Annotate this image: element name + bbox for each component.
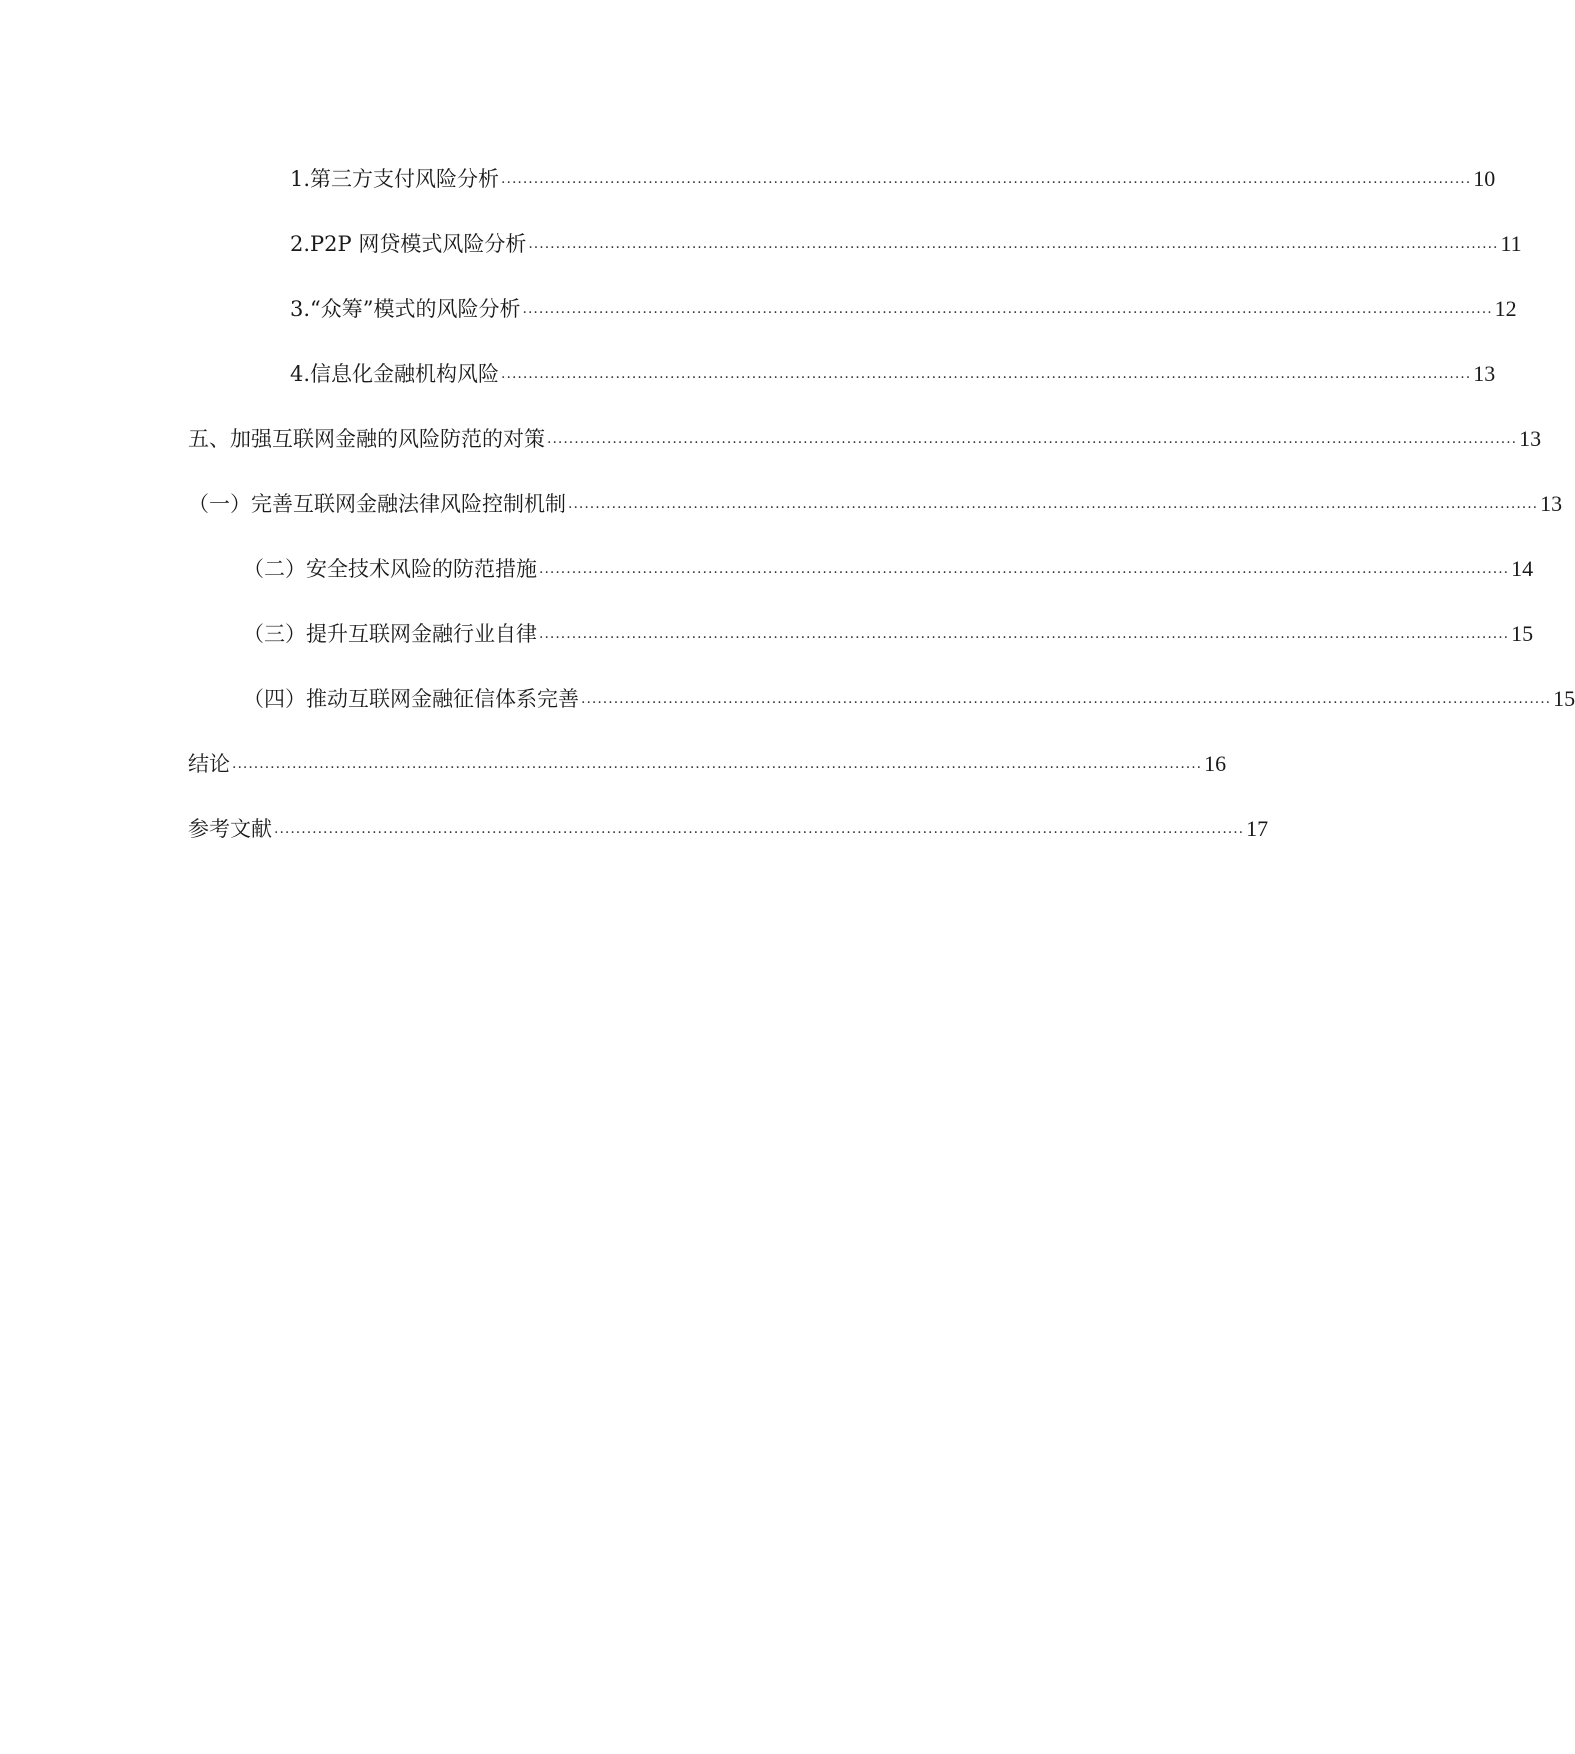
toc-entry-page-number: 13 (1473, 361, 1496, 386)
dot-leader: .................................................................................................................................................................................. (274, 821, 1245, 837)
toc-entry-title: 3.“众筹”模式的风险分析 (290, 297, 521, 321)
toc-entry-section-four[interactable] (243, 680, 1575, 712)
toc-entry-page-number: 14 (1511, 556, 1534, 581)
toc-entry-title: 五、加强互联网金融的风险防范的对策 (188, 427, 545, 451)
toc-entry-title: 2.P2P 网贷模式风险分析 (290, 232, 527, 256)
toc-entry-title: 1.第三方支付风险分析 (290, 167, 500, 191)
toc-entry-title: （四）推动互联网金融征信体系完善 (243, 687, 579, 711)
toc-entry-section-three[interactable] (243, 615, 1534, 647)
dot-leader: .................................................................................................................................................................................. (501, 366, 1472, 382)
dot-leader: .................................................................................................................................................................................. (581, 691, 1552, 707)
toc-entry-page-number: 11 (1500, 231, 1522, 256)
toc-entry-conclusion[interactable] (188, 745, 1227, 777)
toc-entry-section-two[interactable] (243, 550, 1534, 582)
toc-entry-p2p-lending[interactable] (290, 225, 1522, 257)
dot-leader: .................................................................................................................................................................................. (539, 561, 1510, 577)
toc-entry-chapter-five[interactable] (188, 420, 1542, 452)
toc-entry-page-number: 13 (1540, 491, 1563, 516)
toc-entry-page-number: 10 (1473, 166, 1496, 191)
dot-leader: .................................................................................................................................................................................. (232, 756, 1203, 772)
toc-entry-title: 4.信息化金融机构风险 (290, 362, 500, 386)
toc-entry-title: 参考文献 (188, 817, 272, 841)
toc-entry-crowdfunding[interactable] (290, 290, 1517, 322)
dot-leader: .................................................................................................................................................................................. (501, 171, 1472, 187)
toc-entry-financial-institutions[interactable] (290, 355, 1496, 387)
toc-entry-section-one[interactable] (188, 485, 1563, 517)
toc-entry-page-number: 15 (1553, 686, 1575, 711)
toc-entry-title: （一）完善互联网金融法律风险控制机制 (188, 492, 566, 516)
toc-entry-title: （三）提升互联网金融行业自律 (243, 622, 537, 646)
toc-entry-third-party-payment[interactable] (290, 160, 1496, 192)
toc-entry-page-number: 16 (1204, 751, 1227, 776)
toc-entry-references[interactable] (188, 810, 1269, 842)
toc-entry-title: （二）安全技术风险的防范措施 (243, 557, 537, 581)
dot-leader: .................................................................................................................................................................................. (522, 301, 1493, 317)
toc-entry-title: 结论 (188, 752, 230, 776)
dot-leader: .................................................................................................................................................................................. (568, 496, 1539, 512)
dot-leader: .................................................................................................................................................................................. (547, 431, 1518, 447)
dot-leader: .................................................................................................................................................................................. (528, 236, 1499, 252)
dot-leader: .................................................................................................................................................................................. (539, 626, 1510, 642)
toc-entry-page-number: 12 (1494, 296, 1517, 321)
toc-entry-page-number: 17 (1246, 816, 1269, 841)
toc-entry-page-number: 13 (1519, 426, 1542, 451)
toc-entry-page-number: 15 (1511, 621, 1534, 646)
